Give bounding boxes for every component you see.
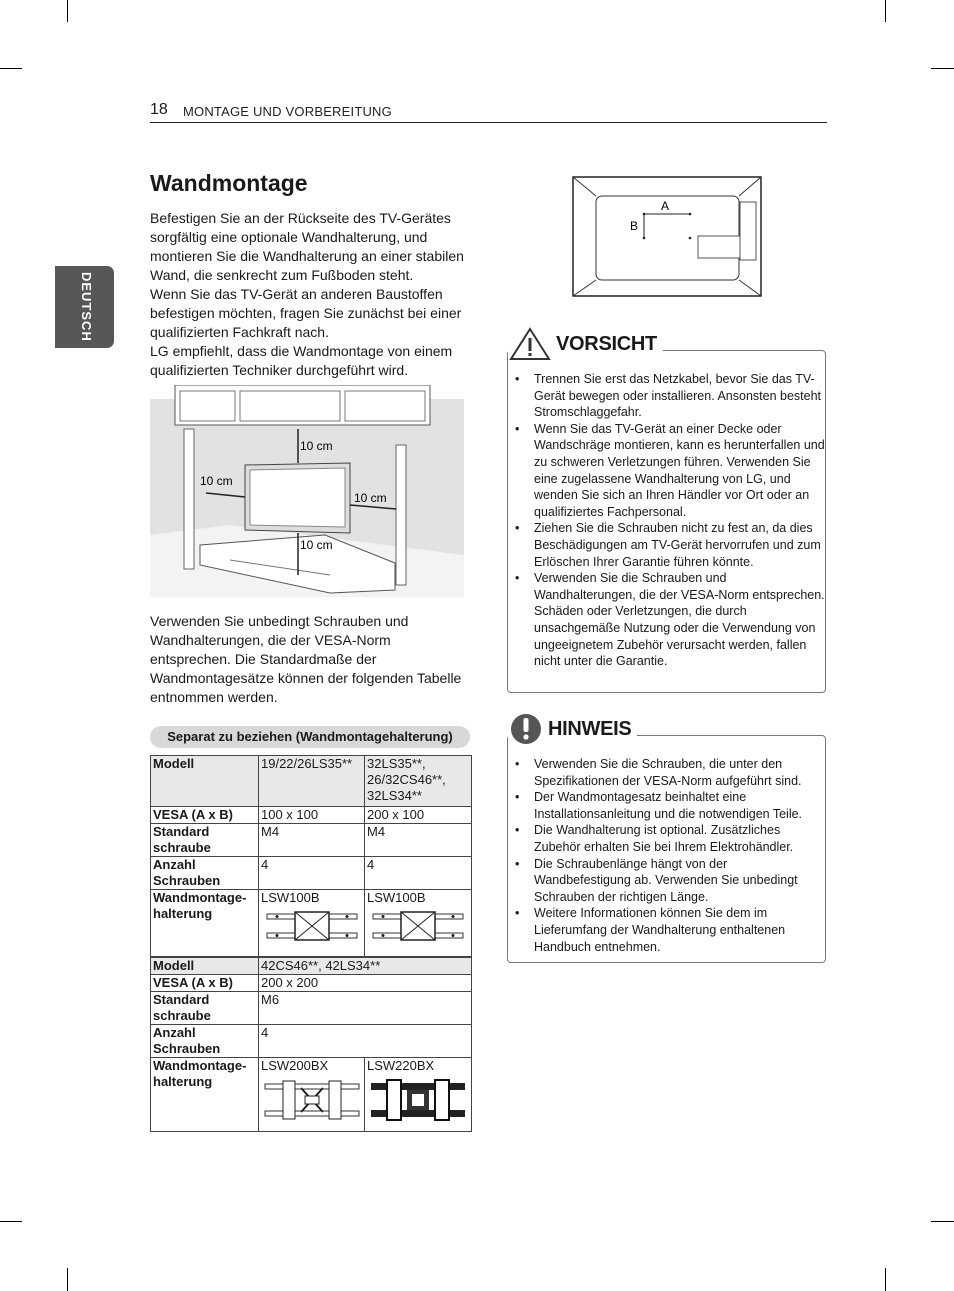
spec-table-1: [150, 755, 472, 957]
list-item: • Wenn Sie das TV-Gerät an einer Decke oder Wandschräge montieren, kann es herunterfallen und zu schweren Verletzungen führen. Verwenden Sie eine zugelassene Wandhalterung von LG, und wenden Sie sich an Ihren Händler vor Ort oder an qualifiziertes Fachpersonal.: [534, 421, 825, 521]
wall-clearance-diagram: [150, 385, 464, 597]
mount-cell: [259, 890, 365, 957]
crop-mark: [0, 1221, 22, 1222]
note-title: [508, 712, 637, 746]
vesa-value: 100 x 100: [259, 807, 365, 824]
vesa-value: 200 x 100: [365, 807, 472, 824]
spec-table-2: [150, 957, 472, 1132]
caution-box: [507, 332, 826, 693]
language-tab: [55, 266, 114, 348]
exclamation-circle-icon: [508, 712, 544, 746]
mount-cell: [365, 890, 472, 957]
list-item: • Die Schraubenlänge hängt von der Wandbefestigung ab. Verwenden Sie unbedingt Schrauben der richtigen Länge.: [534, 856, 825, 906]
screw-value: M4: [259, 824, 365, 857]
intro-paragraph: Wenn Sie das TV-Gerät an anderen Baustoffen befestigen möchten, fragen Sie zunächst bei einer qualifizierten Fachkraft nach.: [150, 286, 462, 340]
list-item: • Weitere Informationen können Sie dem im Lieferumfang der Wandhalterung enthaltenen Handbuch entnehmen.: [534, 905, 825, 955]
vesa-label: VESA (A x B): [151, 807, 259, 824]
chapter-title: MONTAGE UND VORBEREITUNG: [183, 104, 392, 119]
mount-label: Wandmontage-halterung: [151, 1058, 259, 1132]
screw-count-label: Anzahl Schrauben: [151, 1025, 259, 1058]
screw-label: Standard schraube: [151, 992, 259, 1025]
language-tab-label: DEUTSCH: [79, 272, 94, 342]
caution-title-text: VORSICHT: [556, 332, 657, 355]
wall-bracket-image: [369, 1078, 467, 1122]
crop-mark: [885, 0, 886, 22]
page-header: [150, 100, 827, 123]
screw-count-value: 4: [365, 857, 472, 890]
wall-bracket-image: [265, 910, 359, 942]
screw-label: Standard schraube: [151, 824, 259, 857]
model-value: 32LS35**, 26/32CS46**, 32LS34**: [365, 756, 472, 807]
screw-value: M4: [365, 824, 472, 857]
caution-title: [508, 327, 663, 361]
mount-model: LSW220BX: [367, 1058, 435, 1073]
note-title-text: HINWEIS: [548, 717, 632, 740]
model-value: 19/22/26LS35**: [259, 756, 365, 807]
vesa-label: VESA (A x B): [151, 975, 259, 992]
dimension-b-label: B: [630, 219, 639, 233]
tv-back-vesa-diagram: [572, 176, 762, 297]
mount-model: LSW100B: [261, 890, 320, 905]
page-title: Wandmontage: [150, 170, 308, 196]
crop-mark: [67, 1268, 68, 1291]
clearance-left-label: 10 cm: [200, 474, 233, 488]
warning-triangle-icon: [508, 327, 552, 361]
model-label: Modell: [151, 958, 259, 975]
list-item: • Trennen Sie erst das Netzkabel, bevor Sie das TV-Gerät bewegen oder installieren. Ansonsten besteht Stromschlaggefahr.: [534, 371, 825, 421]
mount-cell: [259, 1058, 365, 1132]
intro-paragraph: Befestigen Sie an der Rückseite des TV-Gerätes sorgfältig eine optionale Wandhalterung, und montieren Sie die Wandhalterung an einer stabilen Wand, die senkrecht zum Fußboden steht.: [150, 210, 464, 283]
list-item: • Verwenden Sie die Schrauben und Wandhalterungen, die der VESA-Norm entsprechen. Schäden oder Verletzungen, die durch unsachgemäße Nutzung oder die Verwendung von ungeeignetem Zubehör verursacht werden, fallen nicht unter die Garantie.: [534, 570, 825, 670]
list-item: • Verwenden Sie die Schrauben, die unter den Spezifikationen der VESA-Norm aufgeführt sind.: [534, 756, 825, 789]
screw-count-value: 4: [259, 1025, 472, 1058]
vesa-text: Verwenden Sie unbedingt Schrauben und Wandhalterungen, die der VESA-Norm entsprechen. Die Standardmaße der Wandmontagesätze können der folgenden Tabelle entnommen werden.: [150, 613, 462, 705]
screw-count-label: Anzahl Schrauben: [151, 857, 259, 890]
crop-mark: [67, 0, 68, 22]
crop-mark: [931, 68, 954, 69]
crop-mark: [931, 1221, 954, 1222]
clearance-right-label: 10 cm: [354, 491, 387, 505]
wall-bracket-image: [263, 1078, 361, 1122]
note-list: [508, 756, 825, 955]
mount-model: LSW100B: [367, 890, 426, 905]
screw-count-value: 4: [259, 857, 365, 890]
screw-value: M6: [259, 992, 472, 1025]
vesa-value: 200 x 200: [259, 975, 472, 992]
mount-cell: [365, 1058, 472, 1132]
table-header: Separat zu beziehen (Wandmontagehalterung): [150, 726, 470, 748]
mount-label: Wandmontage-halterung: [151, 890, 259, 957]
caution-list: [508, 371, 825, 670]
model-label: Modell: [151, 756, 259, 807]
list-item: • Der Wandmontagesatz beinhaltet eine Installationsanleitung und die notwendigen Teile.: [534, 789, 825, 822]
list-item: • Ziehen Sie die Schrauben nicht zu fest an, da dies Beschädigungen am TV-Gerät hervorrufen und zum Erlöschen Ihrer Garantie führen könnte.: [534, 520, 825, 570]
crop-mark: [885, 1268, 886, 1291]
model-value: 42CS46**, 42LS34**: [259, 958, 472, 975]
wall-bracket-image: [371, 910, 465, 942]
clearance-bottom-label: 10 cm: [300, 538, 333, 552]
note-box: [507, 717, 826, 963]
mount-model: LSW200BX: [261, 1058, 329, 1073]
dimension-a-label: A: [661, 199, 670, 213]
page-number: 18: [150, 101, 168, 118]
intro-text: [150, 209, 475, 380]
clearance-top-label: 10 cm: [300, 439, 333, 453]
list-item: • Die Wandhalterung ist optional. Zusätzliches Zubehör erhalten Sie bei Ihrem Elektrohändler.: [534, 822, 825, 855]
intro-paragraph: LG empfiehlt, dass die Wandmontage von einem qualifizierten Techniker durchgeführt wird.: [150, 343, 453, 378]
crop-mark: [0, 68, 22, 69]
